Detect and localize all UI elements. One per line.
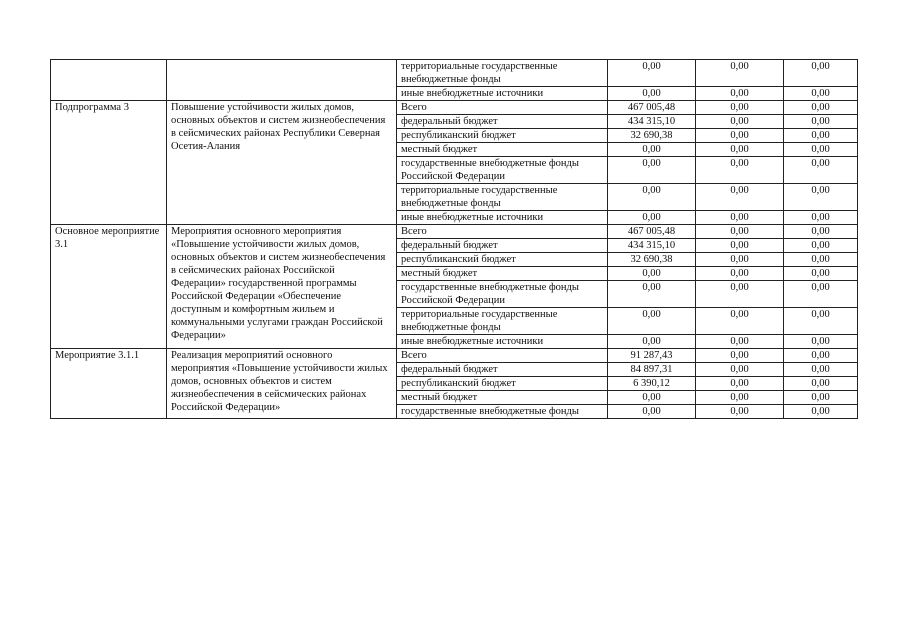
amount-cell-year-2: 0,00 xyxy=(696,143,784,157)
amount-cell-year-2: 0,00 xyxy=(696,405,784,419)
funding-source-cell: республиканский бюджет xyxy=(397,377,608,391)
amount-cell-year-2: 0,00 xyxy=(696,184,784,211)
amount-cell-year-1: 0,00 xyxy=(608,267,696,281)
amount-cell-year-3: 0,00 xyxy=(784,335,858,349)
amount-cell-year-1: 0,00 xyxy=(608,308,696,335)
amount-cell-year-3: 0,00 xyxy=(784,101,858,115)
amount-cell-year-1: 0,00 xyxy=(608,157,696,184)
amount-cell-year-3: 0,00 xyxy=(784,60,858,87)
funding-source-cell: федеральный бюджет xyxy=(397,239,608,253)
amount-cell-year-2: 0,00 xyxy=(696,101,784,115)
funding-source-cell: государственные внебюджетные фонды xyxy=(397,405,608,419)
amount-cell-year-2: 0,00 xyxy=(696,115,784,129)
amount-cell-year-3: 0,00 xyxy=(784,308,858,335)
amount-cell-year-3: 0,00 xyxy=(784,391,858,405)
funding-source-cell: местный бюджет xyxy=(397,267,608,281)
funding-source-cell: местный бюджет xyxy=(397,391,608,405)
amount-cell-year-1: 6 390,12 xyxy=(608,377,696,391)
amount-cell-year-2: 0,00 xyxy=(696,253,784,267)
budget-table-body xyxy=(51,60,858,419)
program-description-cell xyxy=(167,60,397,101)
funding-source-cell: иные внебюджетные источники xyxy=(397,211,608,225)
table-row xyxy=(51,349,858,363)
funding-source-cell: иные внебюджетные источники xyxy=(397,87,608,101)
amount-cell-year-3: 0,00 xyxy=(784,349,858,363)
amount-cell-year-1: 0,00 xyxy=(608,405,696,419)
funding-source-cell: Всего xyxy=(397,101,608,115)
funding-source-cell: государственные внебюджетные фонды Российской Федерации xyxy=(397,281,608,308)
amount-cell-year-2: 0,00 xyxy=(696,211,784,225)
amount-cell-year-3: 0,00 xyxy=(784,363,858,377)
amount-cell-year-1: 32 690,38 xyxy=(608,129,696,143)
amount-cell-year-3: 0,00 xyxy=(784,253,858,267)
funding-source-cell: Всего xyxy=(397,225,608,239)
amount-cell-year-3: 0,00 xyxy=(784,87,858,101)
amount-cell-year-2: 0,00 xyxy=(696,281,784,308)
amount-cell-year-2: 0,00 xyxy=(696,225,784,239)
amount-cell-year-1: 0,00 xyxy=(608,335,696,349)
funding-source-cell: республиканский бюджет xyxy=(397,129,608,143)
amount-cell-year-3: 0,00 xyxy=(784,115,858,129)
amount-cell-year-3: 0,00 xyxy=(784,184,858,211)
amount-cell-year-3: 0,00 xyxy=(784,225,858,239)
funding-source-cell: территориальные государственные внебюджетные фонды xyxy=(397,184,608,211)
amount-cell-year-3: 0,00 xyxy=(784,281,858,308)
amount-cell-year-2: 0,00 xyxy=(696,267,784,281)
amount-cell-year-1: 434 315,10 xyxy=(608,239,696,253)
amount-cell-year-1: 467 005,48 xyxy=(608,101,696,115)
program-description-cell: Повышение устойчивости жилых домов, основных объектов и систем жизнеобеспечения в сейсмических районах Республики Северная Осетия-Алания xyxy=(167,101,397,225)
program-name-cell xyxy=(51,60,167,101)
funding-source-cell: федеральный бюджет xyxy=(397,115,608,129)
amount-cell-year-3: 0,00 xyxy=(784,377,858,391)
funding-source-cell: государственные внебюджетные фонды Российской Федерации xyxy=(397,157,608,184)
funding-source-cell: республиканский бюджет xyxy=(397,253,608,267)
amount-cell-year-3: 0,00 xyxy=(784,157,858,184)
amount-cell-year-1: 0,00 xyxy=(608,87,696,101)
amount-cell-year-1: 32 690,38 xyxy=(608,253,696,267)
amount-cell-year-3: 0,00 xyxy=(784,239,858,253)
amount-cell-year-2: 0,00 xyxy=(696,87,784,101)
amount-cell-year-3: 0,00 xyxy=(784,211,858,225)
amount-cell-year-1: 91 287,43 xyxy=(608,349,696,363)
program-description-cell: Мероприятия основного мероприятия «Повышение устойчивости жилых домов, основных объектов и систем жизнеобеспечения в сейсмических районах Российской Федерации» государственной программы Российской Федерации «Обеспечение доступным и комфортным жильем и коммунальными услугами граждан Российской Федерации» xyxy=(167,225,397,349)
program-name-cell: Основное мероприятие 3.1 xyxy=(51,225,167,349)
funding-source-cell: иные внебюджетные источники xyxy=(397,335,608,349)
amount-cell-year-2: 0,00 xyxy=(696,377,784,391)
amount-cell-year-2: 0,00 xyxy=(696,349,784,363)
amount-cell-year-1: 467 005,48 xyxy=(608,225,696,239)
amount-cell-year-1: 0,00 xyxy=(608,211,696,225)
funding-source-cell: Всего xyxy=(397,349,608,363)
program-name-cell: Мероприятие 3.1.1 xyxy=(51,349,167,419)
amount-cell-year-3: 0,00 xyxy=(784,143,858,157)
amount-cell-year-1: 84 897,31 xyxy=(608,363,696,377)
amount-cell-year-2: 0,00 xyxy=(696,239,784,253)
amount-cell-year-2: 0,00 xyxy=(696,60,784,87)
table-row xyxy=(51,225,858,239)
program-name-cell: Подпрограмма 3 xyxy=(51,101,167,225)
funding-source-cell: федеральный бюджет xyxy=(397,363,608,377)
amount-cell-year-1: 0,00 xyxy=(608,281,696,308)
amount-cell-year-1: 0,00 xyxy=(608,143,696,157)
amount-cell-year-2: 0,00 xyxy=(696,363,784,377)
amount-cell-year-3: 0,00 xyxy=(784,267,858,281)
table-row xyxy=(51,101,858,115)
budget-table xyxy=(50,59,858,419)
amount-cell-year-1: 0,00 xyxy=(608,184,696,211)
amount-cell-year-3: 0,00 xyxy=(784,129,858,143)
amount-cell-year-2: 0,00 xyxy=(696,308,784,335)
amount-cell-year-2: 0,00 xyxy=(696,157,784,184)
amount-cell-year-1: 434 315,10 xyxy=(608,115,696,129)
amount-cell-year-2: 0,00 xyxy=(696,129,784,143)
amount-cell-year-1: 0,00 xyxy=(608,60,696,87)
funding-source-cell: территориальные государственные внебюджетные фонды xyxy=(397,60,608,87)
program-description-cell: Реализация мероприятий основного мероприятия «Повышение устойчивости жилых домов, основных объектов и систем жизнеобеспечения в сейсмических районах Российской Федерации» xyxy=(167,349,397,419)
amount-cell-year-2: 0,00 xyxy=(696,335,784,349)
amount-cell-year-3: 0,00 xyxy=(784,405,858,419)
table-row xyxy=(51,60,858,87)
funding-source-cell: территориальные государственные внебюджетные фонды xyxy=(397,308,608,335)
amount-cell-year-2: 0,00 xyxy=(696,391,784,405)
amount-cell-year-1: 0,00 xyxy=(608,391,696,405)
funding-source-cell: местный бюджет xyxy=(397,143,608,157)
